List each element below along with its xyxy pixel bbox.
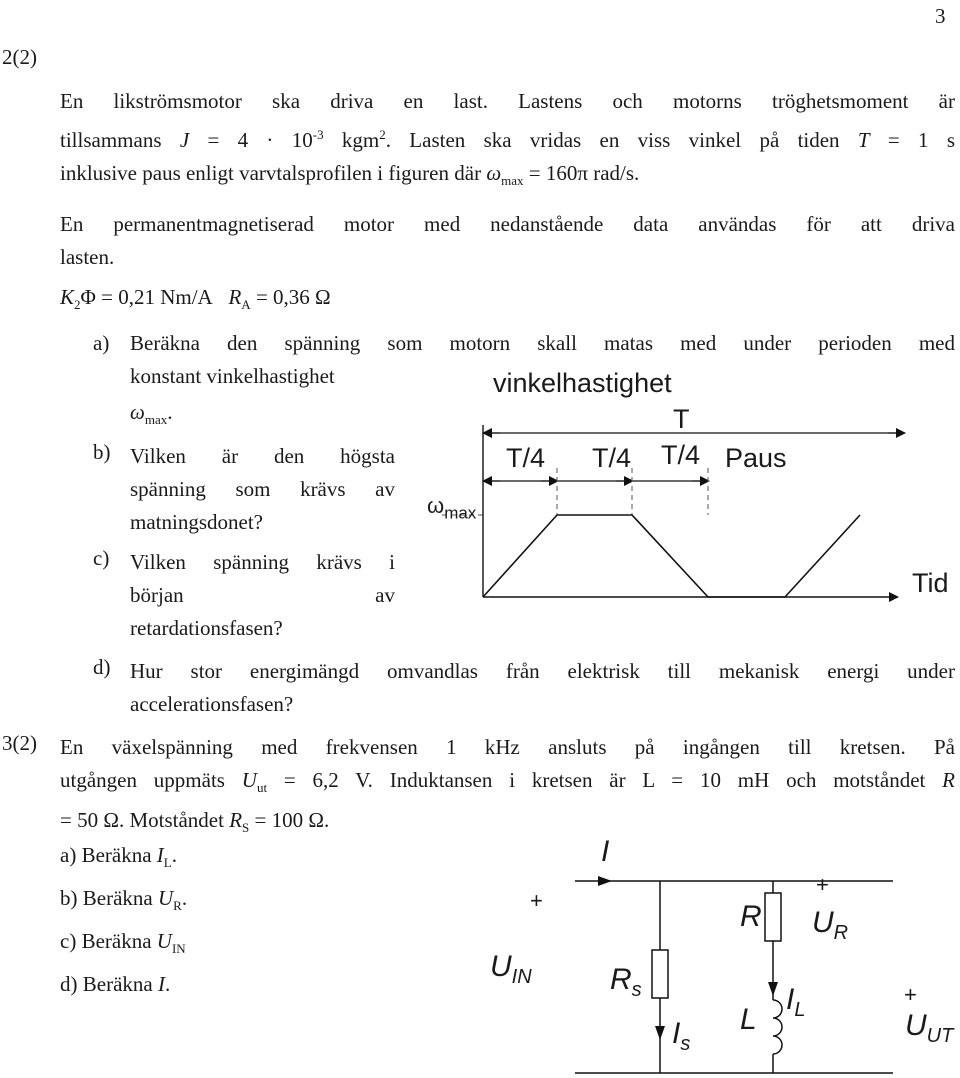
question-a-label: a) <box>93 331 110 355</box>
problem-3-number: 3(2) <box>2 731 37 755</box>
problem-3-line-2: utgången uppmäts $U_{ut} = 6,2$ V. Induktansen i kretsen är L = 10 mH och motståndet R <box>60 768 955 796</box>
question-3d: d) Beräkna I. <box>60 972 171 996</box>
figure-title: vinkelhastighet <box>493 368 672 398</box>
question-3c: c) Beräkna $U_{IN}$ <box>60 929 186 957</box>
question-a-line-2: konstant vinkelhastighet <box>130 364 335 388</box>
question-b-label: b) <box>93 440 111 464</box>
page-number: 3 <box>935 4 946 28</box>
question-b-text: Vilken är den högsta spänning som krävs av matningsdonet? <box>130 444 395 534</box>
label-U-r: $U_R$ <box>812 906 849 944</box>
question-3b: b) Beräkna $U_R$. <box>60 886 188 914</box>
label-IL: $I_L$ <box>786 983 806 1021</box>
label-plus-in: + <box>530 888 543 913</box>
current-Is-arrow <box>655 1026 665 1040</box>
problem-3-line-1: En växelspänning med frekvensen 1 kHz ansluts på ingången till kretsen. På <box>60 735 955 759</box>
figure-quarter-1-label: T/4 <box>506 443 546 473</box>
rs-resistor <box>652 950 668 998</box>
figure-y-label: $\omega_{max}$ <box>427 493 477 523</box>
question-3a: a) Beräkna $I_L$. <box>60 843 177 871</box>
current-I-arrow <box>598 876 612 886</box>
question-a-line-3: $\omega_{max}$. <box>130 400 173 428</box>
motor-data: $K_2\Phi = 0,21$ Nm/A $R_A = 0,36$ Ω <box>60 285 331 313</box>
label-Rs: $R_s$ <box>610 963 642 1001</box>
figure-x-label: Tid <box>912 568 949 598</box>
figure-T-label: T <box>673 404 690 434</box>
label-plus-ut: + <box>904 982 917 1007</box>
problem-3-line-3: = 50 Ω. Motståndet $R_S = 100$ Ω. <box>60 808 330 836</box>
label-U-in: $U_{IN}$ <box>490 950 532 988</box>
label-I: I <box>601 835 610 868</box>
problem-2-number: 2(2) <box>2 45 37 69</box>
question-c-text: Vilken spänning krävs i början av retardationsfasen? <box>130 550 395 640</box>
intro-line-2: tillsammans $J = 4 \cdot 10^{-3}$ kgm$^2$. Lasten ska vridas en viss vinkel på tiden T = 1 s <box>60 127 956 152</box>
motor-line-2: lasten. <box>60 245 115 269</box>
label-plus-r: + <box>816 872 829 897</box>
inductor-coil <box>773 1000 782 1054</box>
label-U-ut: $U_{UT}$ <box>905 1009 954 1047</box>
label-R: R <box>740 900 762 933</box>
current-IL-arrow <box>768 982 778 996</box>
figure-quarter-2-label: T/4 <box>592 443 632 473</box>
figure-pause-label: Paus <box>725 443 787 473</box>
figure-quarter-3-label: T/4 <box>661 440 701 470</box>
question-d-text: Hur stor energimängd omvandlas från elektrisk till mekanisk energi under accelerationsfasen? <box>130 659 955 716</box>
label-Is: $I_s$ <box>672 1017 691 1055</box>
intro-line-1: En likströmsmotor ska driva en last. Lastens och motorns tröghetsmoment är <box>60 89 955 113</box>
question-a-line-1: Beräkna den spänning som motorn skall matas med under perioden med <box>130 331 955 355</box>
intro-line-3: inklusive paus enligt varvtalsprofilen i figuren där $\omega_{max} = 160\pi$ rad/s. <box>60 161 640 189</box>
motor-line-1: En permanentmagnetiserad motor med nedanstående data användas för att driva <box>60 212 955 236</box>
question-d-label: d) <box>93 655 111 679</box>
r-resistor <box>765 893 781 941</box>
question-c-label: c) <box>93 546 110 570</box>
label-L: L <box>740 1003 757 1036</box>
